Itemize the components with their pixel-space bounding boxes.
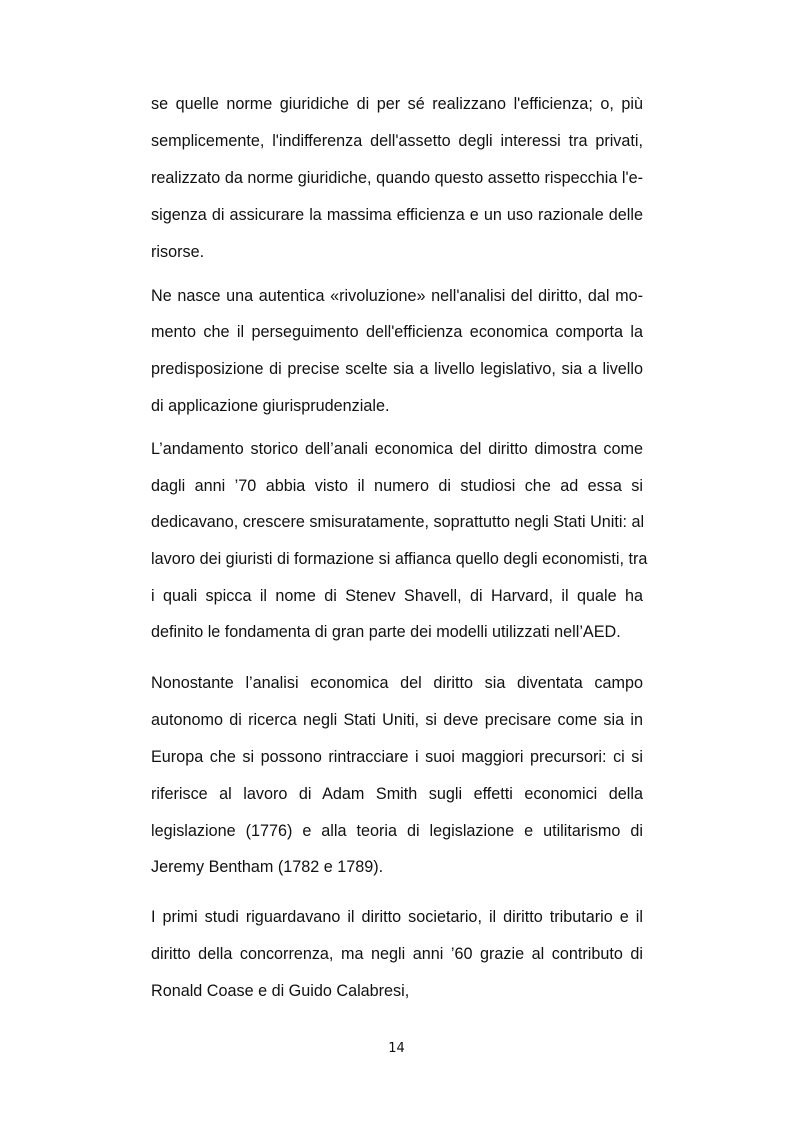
text-line: di applicazione giurisprudenziale. [151,397,390,415]
text-line: predisposizione di precise scelte sia a livello legislativo, sia a livello [151,360,643,378]
text-line: L’andamento storico dell’anali economica del diritto dimostra come [151,440,643,458]
text-line: i quali spicca il nome di Stenev Shavell, di Harvard, il quale ha [151,587,643,605]
text-line: riferisce al lavoro di Adam Smith sugli effetti economici della [151,785,643,803]
text-line: sigenza di assicurare la massima efficienza e un uso razionale delle [151,206,643,224]
text-line: dagli anni ’70 abbia visto il numero di studiosi che ad essa si [151,477,643,495]
text-line: Ronald Coase e di Guido Calabresi, [151,982,410,1000]
text-line: Ne nasce una autentica «rivoluzione» nell'analisi del diritto, dal mo- [151,287,643,305]
text-line: Europa che si possono rintracciare i suoi maggiori precursori: ci si [151,748,643,766]
text-line: realizzato da norme giuridiche, quando questo assetto rispecchia l'e- [151,169,643,187]
text-line: Jeremy Bentham (1782 e 1789). [151,858,384,876]
text-line: semplicemente, l'indifferenza dell'assetto degli interessi tra privati, [151,132,643,150]
text-line: lavoro dei giuristi di formazione si affianca quello degli economisti, tra [151,550,648,568]
text-line: legislazione (1776) e alla teoria di legislazione e utilitarismo di [151,822,643,840]
text-line: Nonostante l’analisi economica del diritto sia diventata campo [151,674,643,692]
text-line: autonomo di ricerca negli Stati Uniti, si deve precisare come sia in [151,711,643,729]
text-line: risorse. [151,243,205,261]
text-line: diritto della concorrenza, ma negli anni ’60 grazie al contributo di [151,945,643,963]
text-line: I primi studi riguardavano il diritto societario, il diritto tributario e il [151,908,643,926]
text-line: mento che il perseguimento dell'efficienza economica comporta la [151,323,643,341]
page-number: 14 [388,1041,405,1056]
text-line: se quelle norme giuridiche di per sé realizzano l'efficienza; o, più [151,95,643,113]
text-line: dedicavano, crescere smisuratamente, soprattutto negli Stati Uniti: al [151,513,645,531]
text-line: definito le fondamenta di gran parte dei modelli utilizzati nell’AED. [151,623,621,641]
